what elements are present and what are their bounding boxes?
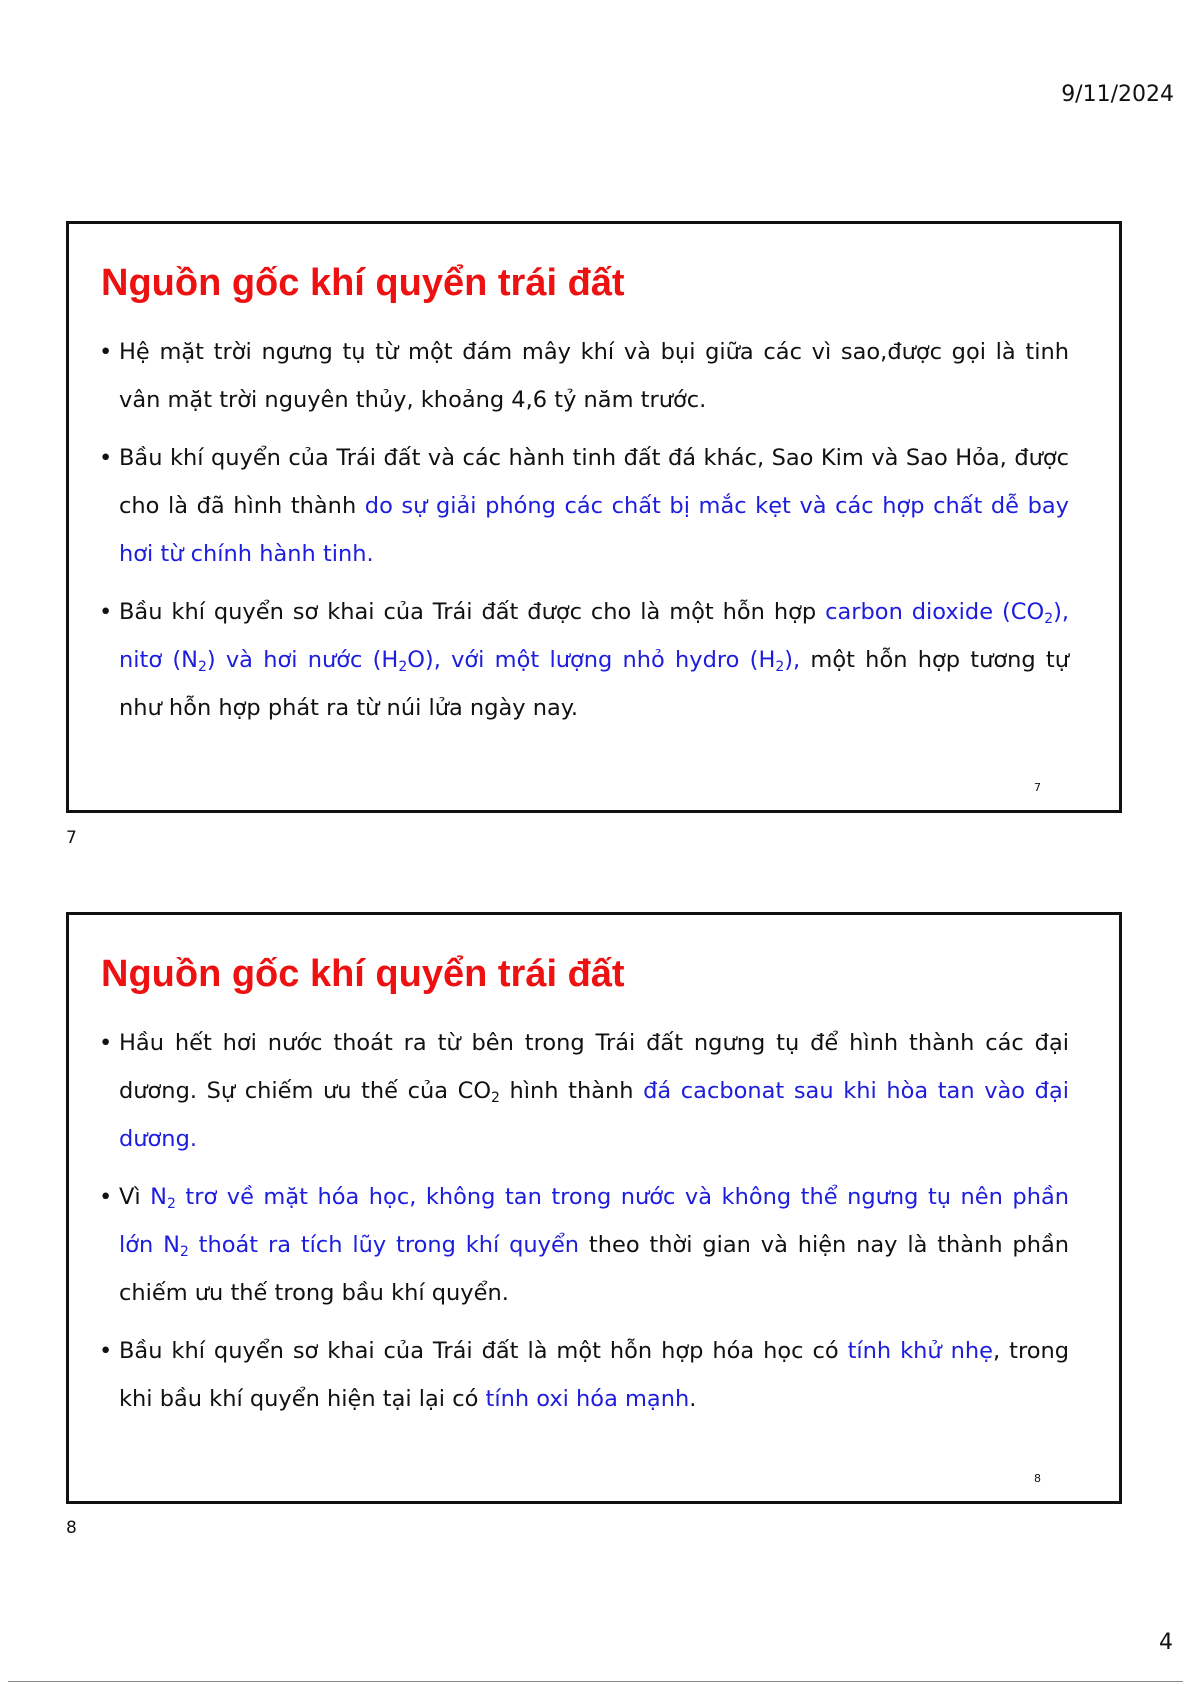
highlighted-text: thoát ra tích lũy trong khí quyển <box>188 1232 580 1258</box>
bullet-text: một hỗn hợp tương tự như hỗn hợp phát ra từ núi lửa ngày nay. <box>119 647 1069 721</box>
bullet-item <box>99 588 1069 732</box>
highlighted-text: ), <box>784 647 801 673</box>
bullet-item <box>99 434 1069 578</box>
bullet-text: Vì <box>119 1184 151 1210</box>
subscript: 2 <box>398 659 408 676</box>
highlighted-text: carbon dioxide (CO <box>825 599 1045 625</box>
bullet-text: theo thời gian và hiện nay là thành phần chiếm ưu thế trong bầu khí quyển. <box>119 1232 1070 1306</box>
bullet-item <box>99 1327 1069 1423</box>
highlighted-text: ) và hơi nước (H <box>206 647 399 673</box>
slide-caption: 7 <box>66 828 77 848</box>
bullet-text: , trong khi bầu khí quyển hiện tại lại có <box>119 1338 1070 1412</box>
bullet-text: Bầu khí quyển sơ khai của Trái đất là một hỗn hợp hóa học có <box>119 1338 848 1364</box>
bullet-list <box>99 1019 1069 1433</box>
subscript: 2 <box>167 1196 176 1213</box>
bullet-list <box>99 328 1069 742</box>
print-date: 9/11/2024 <box>1061 82 1174 107</box>
highlighted-text: trơ về mặt hóa học, không tan trong nước và không thể ngưng tụ nên phần lớn N <box>119 1184 1070 1258</box>
bullet-text: Bầu khí quyển của Trái đất và các hành tinh đất đá khác, Sao Kim và Sao Hỏa, được cho là đã hình thành <box>119 445 1069 519</box>
bullet-text: hình thành <box>499 1078 644 1104</box>
bullet-text: Bầu khí quyển sơ khai của Trái đất được cho là một hỗn hợp <box>119 599 826 625</box>
slide-number: 8 <box>1034 1472 1041 1485</box>
subscript: 2 <box>775 659 785 676</box>
bullet-text: . <box>689 1386 697 1412</box>
slide-title: Nguồn gốc khí quyển trái đất <box>101 262 625 304</box>
highlighted-text: do sự giải phóng các chất bị mắc kẹt và các hợp chất dễ bay hơi từ chính hành tinh. <box>119 493 1069 567</box>
slide-7 <box>66 221 1122 813</box>
slide-number: 7 <box>1034 781 1041 794</box>
page-number: 4 <box>1159 1630 1173 1655</box>
bullet-item <box>99 328 1069 424</box>
highlighted-text: ), nitơ (N <box>119 599 1069 673</box>
slide-caption: 8 <box>66 1518 77 1538</box>
highlighted-text: N <box>150 1184 168 1210</box>
bullet-text: Hầu hết hơi nước thoát ra từ bên trong Trái đất ngưng tụ để hình thành các đại dương. Sự chiếm ưu thế của CO <box>119 1030 1069 1104</box>
highlighted-text: O), với một lượng nhỏ hydro (H <box>407 647 776 673</box>
subscript: 2 <box>1044 611 1054 628</box>
subscript: 2 <box>197 659 207 676</box>
highlighted-text: tính khử nhẹ <box>847 1338 994 1364</box>
subscript: 2 <box>179 1244 189 1261</box>
subscript: 2 <box>491 1090 500 1107</box>
slide-8 <box>66 912 1122 1504</box>
highlighted-text: đá cacbonat sau khi hòa tan vào đại dương. <box>119 1078 1069 1152</box>
page-bottom-rule <box>8 1681 1183 1682</box>
slide-title: Nguồn gốc khí quyển trái đất <box>101 953 625 995</box>
bullet-item <box>99 1173 1069 1317</box>
bullet-item <box>99 1019 1069 1163</box>
highlighted-text: tính oxi hóa mạnh <box>485 1386 690 1412</box>
bullet-text: Hệ mặt trời ngưng tụ từ một đám mây khí và bụi giữa các vì sao,được gọi là tinh vân mặt trời nguyên thủy, khoảng 4,6 tỷ năm trước. <box>119 339 1069 413</box>
